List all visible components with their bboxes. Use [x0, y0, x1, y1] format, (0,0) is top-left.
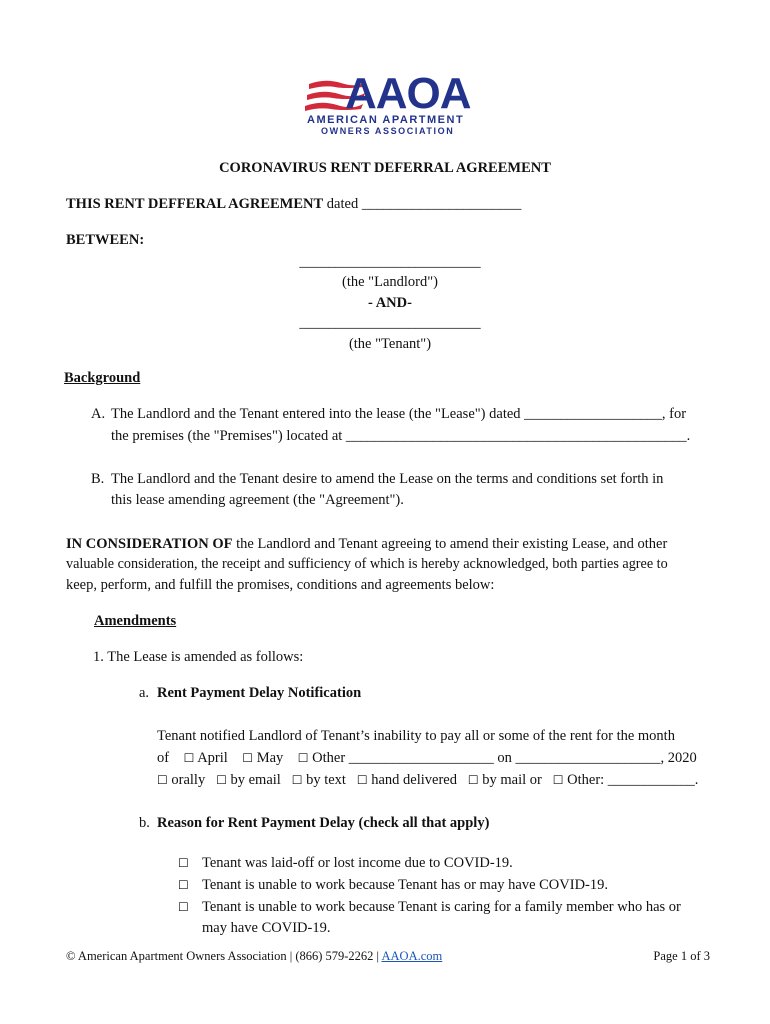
option-hand-delivered-label: hand delivered	[371, 772, 457, 788]
checkbox-other-month[interactable]: ☐	[297, 751, 309, 765]
sub-a-title: Rent Payment Delay Notification	[157, 685, 362, 701]
option-orally-label: orally	[171, 772, 206, 788]
amendments-heading: Amendments	[94, 613, 177, 629]
month-of-label: of	[157, 750, 170, 766]
consideration-rest: the Landlord and Tenant agreeing to amend their existing Lease, and other	[232, 536, 668, 552]
checkbox-other-method[interactable]: ☐	[552, 773, 564, 787]
checkbox-may[interactable]: ☐	[242, 751, 254, 765]
background-b-line-1: The Landlord and the Tenant desire to amend the Lease on the terms and conditions set forth in	[111, 471, 664, 487]
checkbox-email[interactable]: ☐	[216, 773, 227, 787]
background-a-marker: A.	[91, 406, 106, 422]
option-email-label: by email	[230, 772, 281, 788]
background-a-line-2: the premises (the "Premises") located at _______________________________________________.	[111, 428, 691, 444]
logo-wordmark: AAOA	[345, 69, 471, 118]
landlord-label: (the "Landlord")	[342, 274, 438, 290]
intro-dated-field: dated ______________________	[323, 196, 522, 212]
logo-line-1: AMERICAN APARTMENT	[307, 114, 465, 126]
landlord-name-field: _________________________	[299, 254, 481, 270]
option-text-label: by text	[306, 772, 346, 788]
document-title: CORONAVIRUS RENT DEFERRAL AGREEMENT	[219, 160, 551, 176]
background-b-line-2: this lease amending agreement (the "Agreement").	[111, 492, 404, 508]
checkbox-reason-1[interactable]: ☐	[178, 856, 189, 870]
checkbox-orally[interactable]: ☐	[157, 773, 168, 787]
background-a-line-1: The Landlord and the Tenant entered into the lease (the "Lease") dated ___________________, for	[111, 406, 687, 422]
consideration-line-3: keep, perform, and fulfill the promises, conditions and agreements below:	[66, 577, 495, 593]
checkbox-reason-2[interactable]: ☐	[178, 878, 189, 892]
background-b-marker: B.	[91, 471, 105, 487]
tenant-label: (the "Tenant")	[348, 336, 432, 352]
consideration-bold: IN CONSIDERATION OF	[66, 536, 233, 552]
footer-text: © American Apartment Owners Association | (866) 579-2262 |	[66, 949, 382, 963]
sub-b-marker: b.	[139, 815, 150, 831]
background-heading: Background	[64, 370, 141, 386]
checkbox-reason-3[interactable]: ☐	[178, 900, 189, 914]
checkbox-hand-delivered[interactable]: ☐	[356, 773, 368, 787]
reason-2-label: Tenant is unable to work because Tenant has or may have COVID-19.	[202, 877, 608, 893]
logo-line-2: OWNERS ASSOCIATION	[321, 126, 455, 136]
option-may-label: May	[256, 750, 284, 766]
reason-item-1	[178, 853, 189, 873]
reason-1-label: Tenant was laid-off or lost income due to COVID-19.	[202, 855, 513, 871]
between-label: BETWEEN:	[66, 232, 145, 248]
checkbox-april[interactable]: ☐	[183, 751, 195, 765]
checkbox-mail[interactable]: ☐	[467, 773, 479, 787]
intro-line	[66, 194, 521, 214]
amendment-item-1: 1. The Lease is amended as follows:	[93, 649, 304, 665]
sub-a-marker: a.	[139, 685, 150, 701]
tenant-name-field: _________________________	[299, 315, 481, 331]
aaoa-logo	[305, 69, 475, 138]
notify-line-3	[157, 770, 698, 790]
option-april-label: April	[197, 750, 228, 766]
footer-link[interactable]: AAOA.com	[381, 949, 443, 963]
option-mail-label: by mail or	[482, 772, 542, 788]
consideration-line-2: valuable consideration, the receipt and sufficiency of which is hereby acknowledged, both parties agree to	[66, 556, 668, 572]
notify-line-1: Tenant notified Landlord of Tenant’s inability to pay all or some of the rent for the month	[157, 728, 675, 744]
checkbox-text[interactable]: ☐	[291, 773, 303, 787]
footer	[66, 947, 710, 967]
reason-item-2	[178, 875, 189, 895]
reason-3-label-line-2: may have COVID-19.	[202, 920, 331, 936]
intro-bold: THIS RENT DEFFERAL AGREEMENT	[66, 196, 324, 212]
option-other-month-label: Other ____________________ on ____________________, 2020	[312, 750, 697, 766]
page-number: Page 1 of 3	[653, 949, 710, 963]
reason-3-label-line-1: Tenant is unable to work because Tenant is caring for a family member who has or	[202, 899, 681, 915]
sub-b-title: Reason for Rent Payment Delay (check all that apply)	[157, 815, 490, 831]
option-other-method-label: Other: ____________.	[567, 772, 699, 788]
reason-item-3	[178, 897, 189, 917]
and-separator: - AND-	[368, 295, 412, 311]
notify-line-2	[157, 748, 697, 768]
consideration-line-1	[66, 534, 667, 554]
